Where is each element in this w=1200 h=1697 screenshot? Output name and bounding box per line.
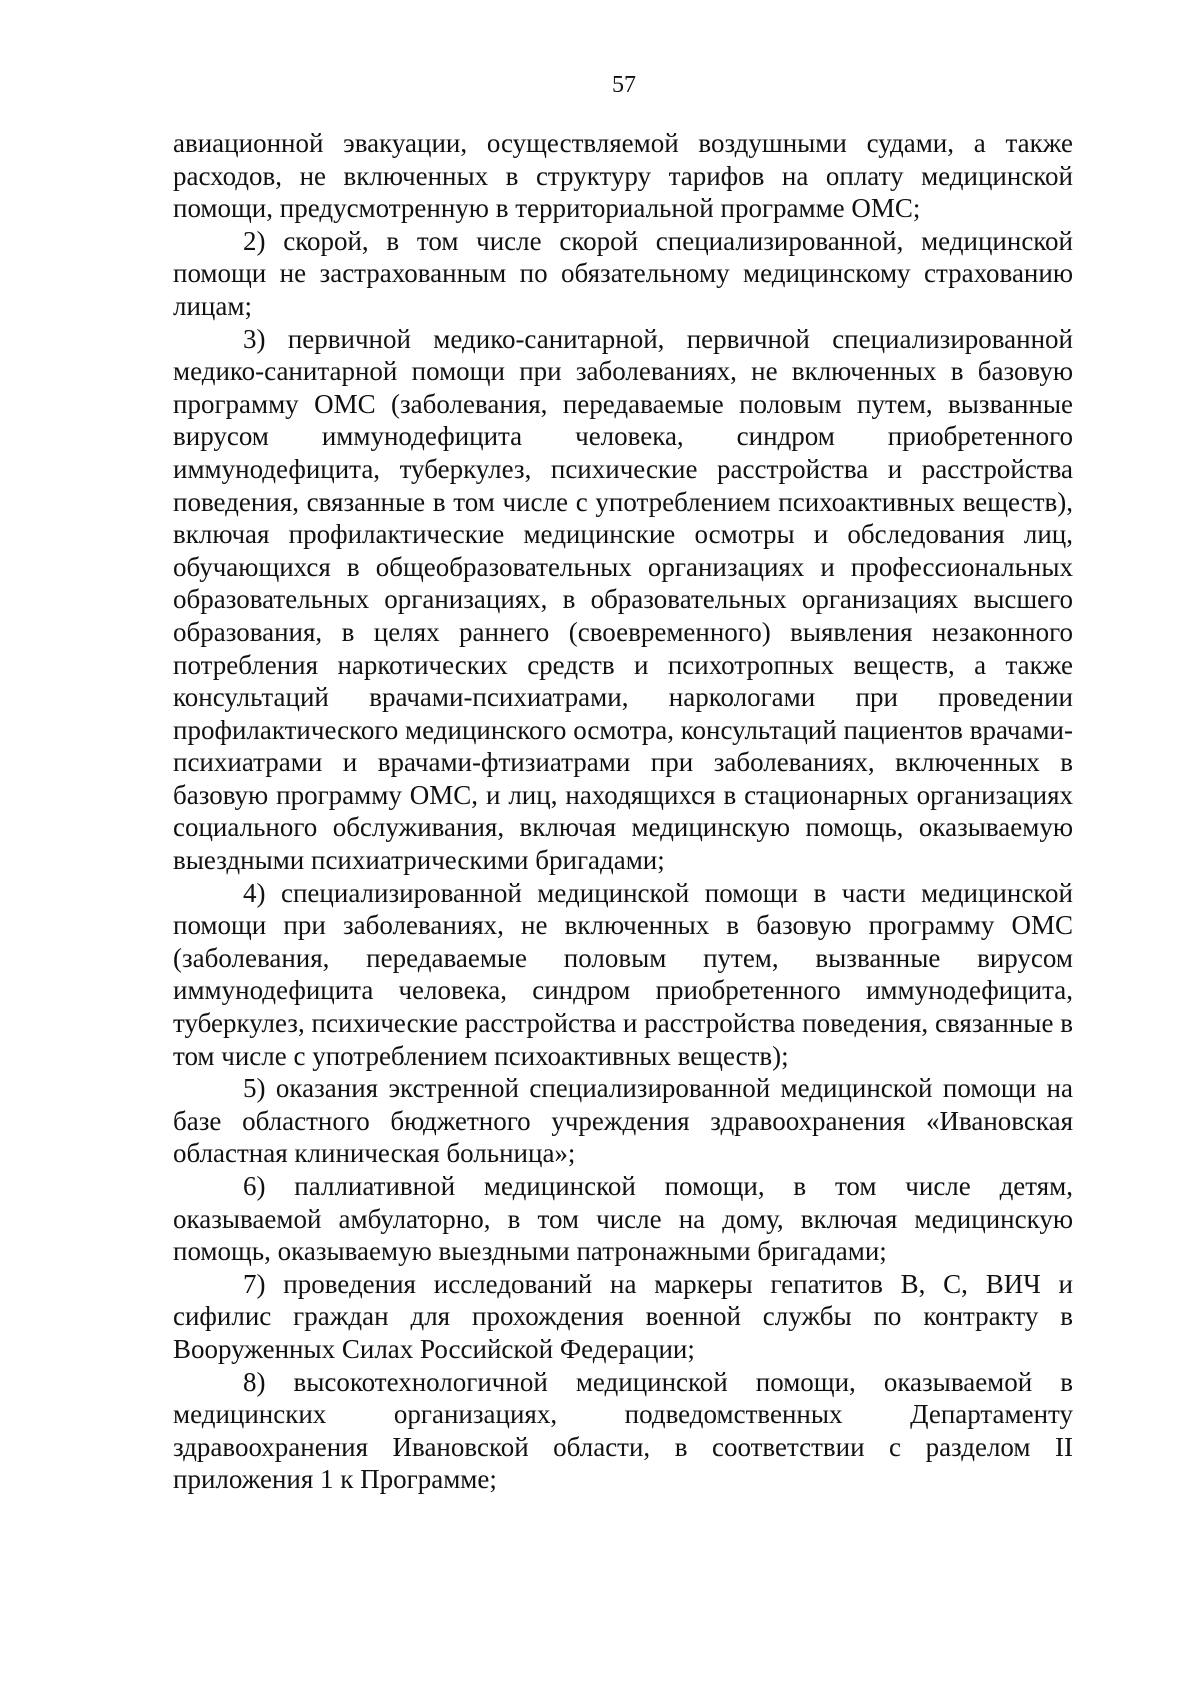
- list-item-4: 4) специализированной медицинской помощи в части медицинской помощи при заболеваниях, не включенных в базовую программу ОМС (заболевания, передаваемые половым путем, вызванные вирусом иммунодефицита человека, синдром приобретенного иммунодефицита, туберкулез, психические расстройства и расстройства поведения, связанные в том числе с употреблением психоактивных веществ);: [173, 877, 1073, 1071]
- list-item-7: 7) проведения исследований на маркеры гепатитов В, С, ВИЧ и сифилис граждан для прохождения военной службы по контракту в Вооруженных Силах Российской Федерации;: [173, 1268, 1073, 1364]
- paragraph-continuation: авиационной эвакуации, осуществляемой воздушными судами, а также расходов, не включенных в структуру тарифов на оплату медицинской помощи, предусмотренную в территориальной программе ОМС;: [173, 128, 1073, 224]
- list-item-8: 8) высокотехнологичной медицинской помощи, оказываемой в медицинских организациях, подведомственных Департаменту здравоохранения Ивановской области, в соответствии с разделом II приложения 1 к Программе;: [173, 1366, 1073, 1495]
- page-number: 57: [612, 72, 636, 98]
- list-item-2: 2) скорой, в том числе скорой специализированной, медицинской помощи не застрахованным по обязательному медицинскому страхованию лицам;: [173, 225, 1073, 321]
- list-item-5: 5) оказания экстренной специализированной медицинской помощи на базе областного бюджетного учреждения здравоохранения «Ивановская областная клиническая больница»;: [173, 1073, 1073, 1169]
- document-body: [173, 127, 1073, 1496]
- list-item-6: 6) паллиативной медицинской помощи, в том числе детям, оказываемой амбулаторно, в том числе на дому, включая медицинскую помощь, оказываемую выездными патронажными бригадами;: [173, 1171, 1073, 1267]
- list-item-3: 3) первичной медико-санитарной, первичной специализированной медико-санитарной помощи при заболеваниях, не включенных в базовую программу ОМС (заболевания, передаваемые половым путем, вызванные вирусом иммунодефицита человека, синдром приобретенного иммунодефицита, туберкулез, психические расстройства и расстройства поведения, связанные в том числе с употреблением психоактивных веществ), включая профилактические медицинские осмотры и обследования лиц, обучающихся в общеобразовательных организациях и профессиональных образовательных организациях, в образовательных организациях высшего образования, в целях раннего (своевременного) выявления незаконного потребления наркотических средств и психотропных веществ, а также консультаций врачами-психиатрами, наркологами при проведении профилактического медицинского осмотра, консультаций пациентов врачами-психиатрами и врачами-фтизиатрами при заболеваниях, включенных в базовую программу ОМС, и лиц, находящихся в стационарных организациях социального обслуживания, включая медицинскую помощь, оказываемую выездными психиатрическими бригадами;: [173, 323, 1073, 876]
